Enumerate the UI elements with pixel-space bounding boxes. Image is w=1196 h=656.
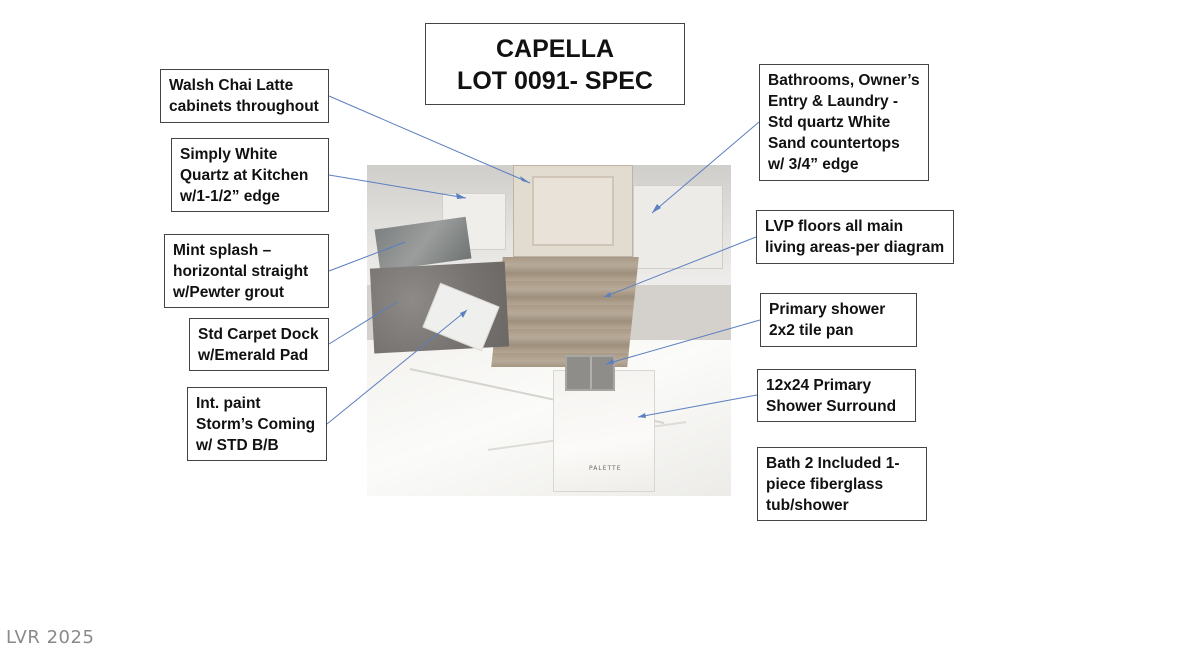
- callout-shower-surround: [757, 369, 916, 422]
- callout-text: w/1-1/2” edge: [180, 188, 280, 205]
- title-box: [425, 23, 685, 105]
- callout-text: Int. paint: [196, 395, 261, 412]
- callout-shower-pan: [760, 293, 917, 347]
- callout-text: tub/shower: [766, 497, 849, 514]
- title-line-1: CAPELLA: [495, 35, 615, 63]
- callout-text: Bath 2 Included 1-: [766, 455, 900, 472]
- callout-splash: [164, 234, 329, 308]
- palette-label: PALETTE: [589, 465, 622, 472]
- callout-text: w/ STD B/B: [196, 437, 279, 454]
- callout-text: Std quartz White: [768, 114, 891, 131]
- callout-text: w/ 3/4” edge: [768, 156, 859, 173]
- callout-text: Simply White: [180, 146, 278, 163]
- callout-text: 2x2 tile pan: [769, 322, 854, 339]
- lvp-floor-sample: [491, 257, 639, 367]
- finish-samples-photo: [367, 165, 731, 496]
- callout-text: w/Emerald Pad: [198, 347, 309, 364]
- callout-text: living areas-per diagram: [765, 239, 945, 256]
- callout-text: Sand countertops: [768, 135, 900, 152]
- callout-text: Std Carpet Dock: [198, 326, 319, 343]
- callout-text: Mint splash –: [173, 242, 272, 259]
- shower-pan-tile: [565, 355, 615, 391]
- cabinet-panel: [532, 176, 614, 246]
- bath-quartz-sample: [633, 185, 723, 269]
- callout-lvp-floors: [756, 210, 954, 264]
- callout-text: Bathrooms, Owner’s: [768, 72, 920, 89]
- callout-text: Primary shower: [769, 301, 886, 318]
- cabinet-door-sample: [513, 165, 633, 257]
- title-line-2: LOT 0091- SPEC: [457, 67, 653, 95]
- callout-text: Entry & Laundry -: [768, 93, 899, 110]
- callout-text: LVP floors all main: [765, 218, 904, 235]
- callout-cabinets: [160, 69, 329, 123]
- callout-text: Quartz at Kitchen: [180, 167, 309, 184]
- callout-bath2-tub: [757, 447, 927, 521]
- watermark: LVR 2025: [6, 627, 95, 648]
- callout-text: horizontal straight: [173, 263, 309, 280]
- callout-text: 12x24 Primary: [766, 377, 872, 394]
- callout-text: Shower Surround: [766, 398, 897, 415]
- callout-text: cabinets throughout: [169, 98, 319, 115]
- callout-paint: [187, 387, 327, 461]
- callout-text: w/Pewter grout: [173, 284, 285, 301]
- callout-text: Storm’s Coming: [196, 416, 316, 433]
- callout-kitchen-quartz: [171, 138, 329, 212]
- callout-carpet: [189, 318, 329, 371]
- callout-text: piece fiberglass: [766, 476, 884, 493]
- callout-text: Walsh Chai Latte: [169, 77, 294, 94]
- callout-bath-countertops: [759, 64, 929, 181]
